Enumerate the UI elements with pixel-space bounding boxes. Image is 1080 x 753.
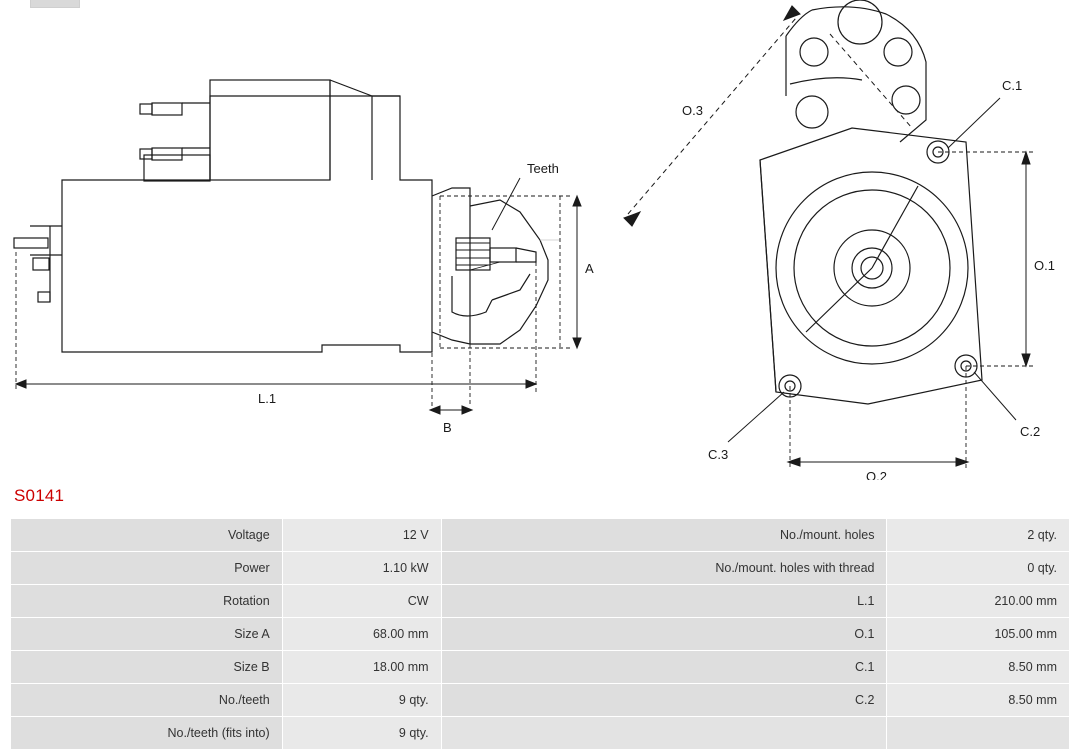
dim-o1-arrow: [1022, 152, 1030, 366]
flange-left-edge: [760, 160, 776, 392]
hub-spoke-1: [872, 186, 918, 268]
c3-leader-line: [728, 392, 784, 442]
rear-bolt: [14, 238, 48, 248]
label-c3: C.3: [708, 447, 729, 462]
nose-rib: [492, 274, 530, 300]
left-side-view: [14, 80, 560, 352]
nose-lower-detail: [452, 276, 492, 316]
part-number: S0141: [14, 486, 65, 505]
spec-value: 68.00 mm: [282, 618, 441, 651]
hub-spoke-2: [806, 268, 872, 332]
solenoid-bevel: [330, 80, 372, 180]
terminal-lower: [152, 148, 182, 160]
dim-l1-arrow: [16, 380, 536, 388]
spec-value: 105.00 mm: [887, 618, 1070, 651]
dim-l1-arrow-left: [16, 380, 26, 388]
shaft-tip: [516, 248, 536, 262]
label-c1: C.1: [1002, 78, 1023, 93]
spec-label: Power: [11, 552, 283, 585]
dim-l1-extensions: [16, 252, 536, 392]
dim-b-arrow: [430, 406, 472, 414]
spec-label: Voltage: [11, 519, 283, 552]
label-o1: O.1: [1034, 258, 1055, 273]
table-row: [11, 684, 1070, 717]
label-o3: O.3: [682, 103, 703, 118]
pinion-teeth-lines: [456, 243, 490, 265]
label-c2: C.2: [1020, 424, 1041, 439]
spec-value: 12 V: [282, 519, 441, 552]
label-size-a: A: [585, 261, 594, 276]
dim-a-arrow-bottom: [573, 338, 581, 348]
rear-tab: [38, 292, 50, 302]
table-row: [11, 519, 1070, 552]
rear-body-arc: [812, 7, 926, 142]
spec-label: C.2: [441, 684, 887, 717]
spec-label: C.1: [441, 651, 887, 684]
dim-o3-arrow-low: [624, 212, 640, 226]
terminal-upper: [152, 103, 182, 115]
c1-leader: [948, 98, 1000, 148]
dim-b-arrow-right: [462, 406, 472, 414]
teeth-leader-line: [492, 178, 520, 230]
starter-body-outline: [62, 96, 432, 352]
dim-b-arrow-left: [430, 406, 440, 414]
rear-boss-lower-left: [796, 96, 828, 128]
label-teeth: Teeth: [527, 161, 559, 176]
rear-cap-lines: [30, 226, 62, 255]
spec-label: O.1: [441, 618, 887, 651]
spec-value-empty: [887, 717, 1070, 750]
spec-label: No./mount. holes with thread: [441, 552, 887, 585]
dim-o1-arrow-top: [1022, 152, 1030, 164]
table-row: [11, 552, 1070, 585]
c3-leader: [728, 392, 784, 442]
c1-leader-line: [948, 98, 1000, 148]
table-row: [11, 585, 1070, 618]
rear-boss-right: [884, 38, 912, 66]
dim-o3-ref-line: [830, 34, 912, 128]
rear-boss-top: [838, 0, 882, 44]
spec-label: No./mount. holes: [441, 519, 887, 552]
spec-value: 210.00 mm: [887, 585, 1070, 618]
label-o2: O.2: [866, 469, 887, 480]
spec-label: Size B: [11, 651, 283, 684]
rear-lug: [33, 258, 49, 270]
terminal-lower-nut: [140, 149, 152, 159]
spec-label: No./teeth: [11, 684, 283, 717]
spec-value: 8.50 mm: [887, 651, 1070, 684]
nose-inner-line: [470, 262, 500, 270]
table-row: [11, 717, 1070, 750]
label-size-b: B: [443, 420, 452, 435]
dim-o1-extensions: [938, 152, 1036, 366]
nose-top: [432, 188, 470, 206]
dim-o2-extensions: [790, 366, 966, 470]
c2-leader-line: [974, 372, 1016, 420]
terminal-upper-nut: [140, 104, 152, 114]
spec-value: 18.00 mm: [282, 651, 441, 684]
dim-o3: [624, 6, 912, 226]
nose-outline: [432, 200, 548, 344]
dim-a-arrow-top: [573, 196, 581, 206]
spec-label: No./teeth (fits into): [11, 717, 283, 750]
specification-table: [10, 518, 1070, 750]
rear-body-inner-arc: [790, 78, 862, 84]
dim-a-extension: [440, 196, 572, 348]
pinion-shaft: [490, 248, 516, 262]
mounting-flange: [760, 128, 982, 404]
terminal-leads: [182, 103, 210, 148]
dim-o1-arrow-bottom: [1022, 354, 1030, 366]
table-row: [11, 651, 1070, 684]
spec-value: 1.10 kW: [282, 552, 441, 585]
solenoid-base-bracket: [144, 155, 210, 181]
dim-o3-line: [628, 18, 796, 214]
dim-l1-arrow-right: [526, 380, 536, 388]
dim-o2-arrow: [788, 458, 968, 466]
c2-leader: [974, 372, 1016, 420]
rear-boss-left: [800, 38, 828, 66]
table-row: [11, 618, 1070, 651]
spec-label: Size A: [11, 618, 283, 651]
spec-value: 0 qty.: [887, 552, 1070, 585]
dim-a-arrow: [573, 196, 581, 348]
spec-value: 9 qty.: [282, 717, 441, 750]
spec-value: 8.50 mm: [887, 684, 1070, 717]
spec-value: CW: [282, 585, 441, 618]
spec-label: L.1: [441, 585, 887, 618]
spec-label-empty: [441, 717, 887, 750]
label-length-l1: L.1: [258, 391, 277, 406]
spec-label: Rotation: [11, 585, 283, 618]
spec-value: 2 qty.: [887, 519, 1070, 552]
dim-o3-arrow-high: [784, 6, 800, 20]
spec-value: 9 qty.: [282, 684, 441, 717]
front-view: [760, 0, 982, 404]
solenoid-block: [210, 80, 330, 180]
teeth-leader: [492, 178, 520, 230]
